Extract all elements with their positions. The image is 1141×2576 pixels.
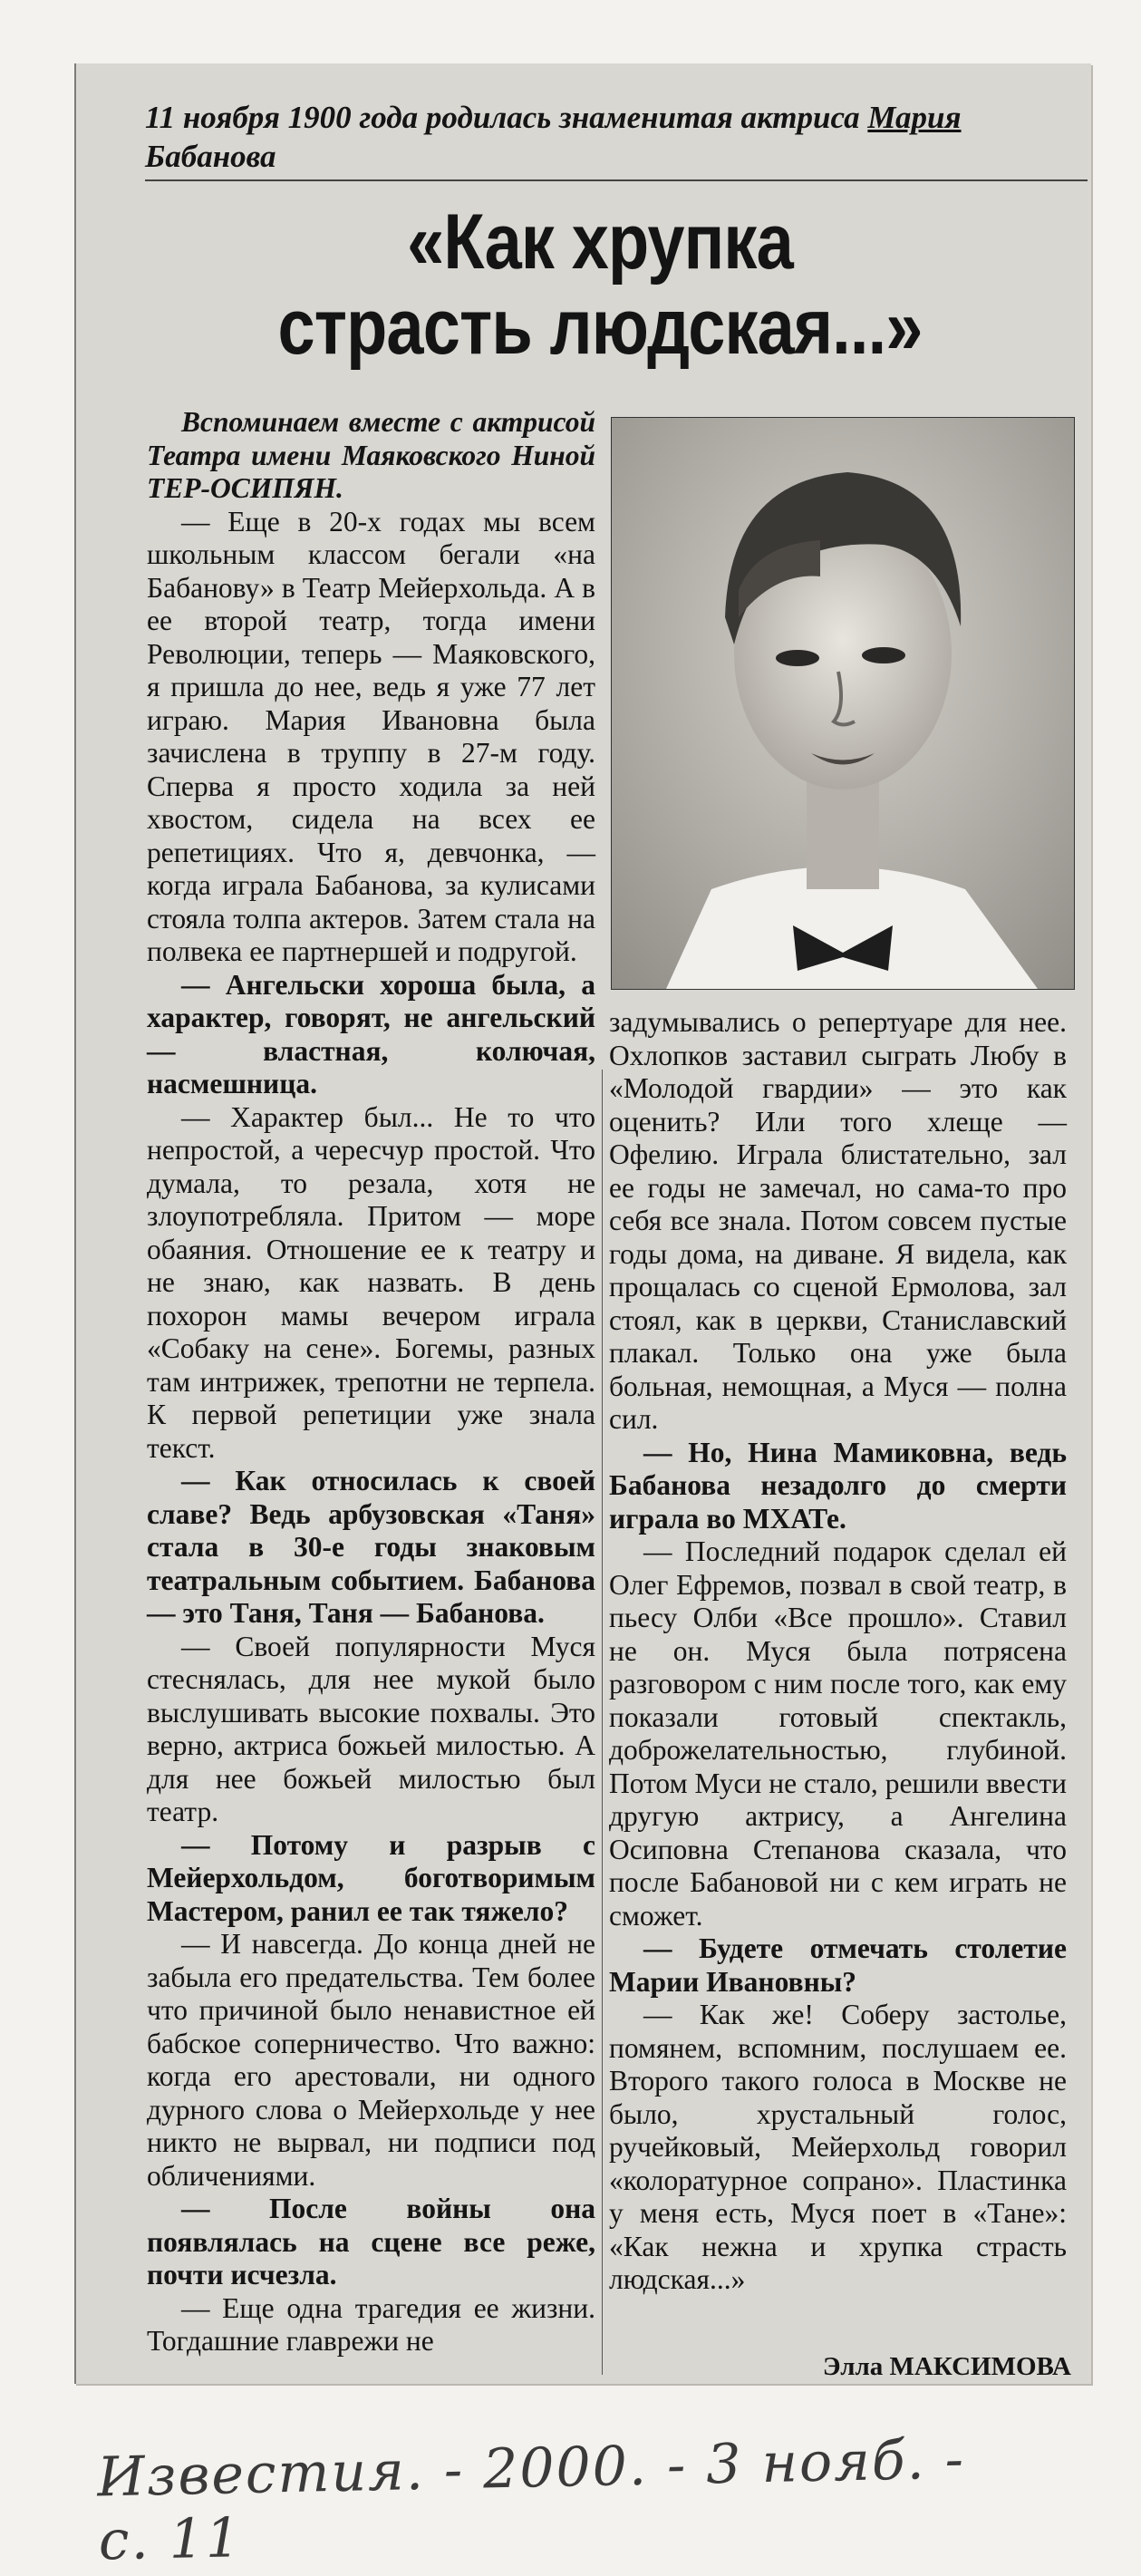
interview-answer: — Еще в 20-х годах мы всем школьным классом бегали «на Бабанову» в Театр Мейерхольда. А в ее второй театр, тогда имени Революции, теперь — Маяковского, я пришла до нее, ведь я уже 77 лет играю. Мария Ивановна была зачислена в труппу в 27-м году. Сперва я просто ходила за ней хвостом, сидела на всех ее репетициях. Что я, девчонка, — когда играла Бабанова, за кулисами стояла толпа актеров. Затем стала на полвека ее партнершей и подругой. <box>147 505 595 967</box>
kicker-text-2: Бабанова <box>145 139 276 174</box>
author-signature: Элла МАКСИМОВА <box>822 2352 1071 2381</box>
interview-question: — Ангельски хороша была, а характер, говорят, не ангельский — властная, колючая, насмешница. <box>147 968 595 1099</box>
interview-answer: — Как же! Соберу застолье, помянем, вспомним, послушаем ее. Второго такого голоса в Москве не было, хрустальный голос, ручейковый, Мейерхольд говорил «колоратурное сопрано». Пластинка у меня есть, Муся поет в «Тане»: «Как нежна и хрупка страсть людская...» <box>609 1999 1067 2295</box>
handwritten-source-note: Известия. - 2000. - 3 нояб. - с. 11 <box>96 2427 966 2573</box>
interview-question: — Как относилась к своей славе? Ведь арбузовская «Таня» стала в 30-е годы знаковым театральным событием. Бабанова — это Таня, Таня — Бабанова. <box>147 1465 595 1629</box>
right-column <box>609 1006 1067 2297</box>
headline-line-1: «Как хрупка <box>407 199 793 286</box>
interview-question: — После войны она появлялась на сцене все реже, почти исчезла. <box>147 2193 595 2290</box>
kicker-name: Мария <box>867 100 962 135</box>
kicker <box>145 98 1088 176</box>
interview-answer: — И навсегда. До конца дней не забыла его предательства. Тем более что причиной было ненавистное ей бабское соперничество. Что важно: когда его арестовали, ни одного дурного слова о Мейерхольде у нее никто не вырвал, ни подписи под обличениями. <box>147 1928 595 2192</box>
left-column-body <box>147 506 595 2358</box>
portrait-illustration <box>612 418 1074 989</box>
interview-answer: — Своей популярности Муся стеснялась, для нее мукой было выслушивать высокие похвалы. Это верно, актриса божьей милостью. А для нее божьей милостью был театр. <box>147 1630 595 1827</box>
interview-answer: — Еще одна трагедия ее жизни. Тогдашние главрежи не <box>147 2291 595 2357</box>
kicker-rule <box>145 179 1088 181</box>
right-column-body <box>609 1006 1067 2297</box>
article <box>74 63 1089 2384</box>
left-column <box>147 406 595 2358</box>
interview-question: — Но, Нина Мамиковна, ведь Бабанова незадолго до смерти играла во МХАТе. <box>609 1436 1067 1535</box>
column-divider <box>602 1070 603 2375</box>
interview-answer: — Последний подарок сделал ей Олег Ефремов, позвал в свой театр, в пьесу Олби «Все прошло». Ставил не он. Муся была потрясена разговором с ним после того, как ему показали готовый спектакль, доброжелательностью, глубиной. Потом Муси не стало, решили ввести другую актрису, а Ангелина Осиповна Степанова сказала, что после Бабановой ни с кем играть не сможет. <box>609 1535 1067 1932</box>
interview-question: — Будете отмечать столетие Марии Ивановны? <box>609 1932 1067 1998</box>
lead-paragraph: Вспоминаем вместе с актрисой Театра имени Маяковского Ниной ТЕР-ОСИПЯН. <box>147 406 595 504</box>
kicker-text-1: 11 ноября 1900 года родилась знаменитая актриса <box>145 100 868 135</box>
interview-question: — Потому и разрыв с Мейерхольдом, боготворимым Мастером, ранил ее так тяжело? <box>147 1828 595 1927</box>
interview-answer: задумывались о репертуаре для нее. Охлопков заставил сыграть Любу в «Молодой гвардии» — это как оценить? Или того хлеще — Офелию. Играла блистательно, зал ее годы не замечал, но сама-то про себя все знала. Потом совсем пустые годы дома, на диване. Я видела, как прощалась со сценой Ермолова, зал стоял, как в церкви, Станиславский плакал. Только она уже была больная, немощная, а Муся — полна сил. <box>609 1006 1067 1435</box>
portrait-photo <box>611 417 1075 990</box>
headline-line-2: страсть людская...» <box>277 284 923 371</box>
interview-answer: — Характер был... Не то что непростой, а чересчур простой. Что думала, то резала, хотя не злоупотребляла. Притом — море обаяния. Отношение ее к театру и не знаю, как назвать. В день похорон мамы вечером играла «Собаку на сене». Богемы, разных там интрижек, трепотни не терпела. К первой репетиции уже знала текст. <box>147 1100 595 1464</box>
headline <box>179 199 1021 370</box>
